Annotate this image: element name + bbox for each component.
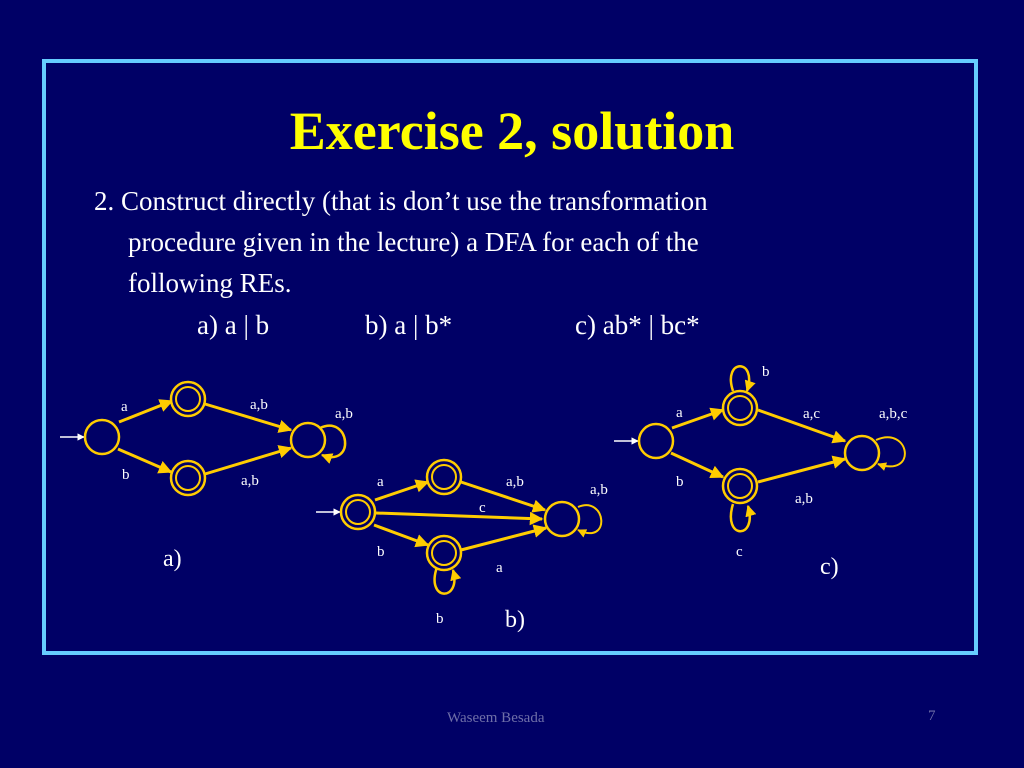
- slide-title: Exercise 2, solution: [289, 101, 735, 161]
- state-sink: [845, 436, 879, 470]
- loop-bottom: [731, 504, 750, 531]
- caption-c: c): [820, 554, 839, 580]
- label-top-out: a,c: [803, 406, 821, 422]
- edge-start-to-sink: [376, 513, 542, 519]
- dfa-c: [614, 364, 908, 560]
- label-top-out: a,b: [506, 474, 524, 490]
- label-start-c: c: [479, 500, 486, 516]
- label-sink-loop: a,b: [590, 482, 608, 498]
- task-line-2: procedure given in the lecture) a DFA for each of the: [128, 227, 699, 257]
- label-start-a: a: [377, 474, 384, 490]
- loop-sink: [578, 505, 601, 533]
- dfa-b: [316, 460, 608, 627]
- label-bottom-loop: b: [436, 611, 444, 627]
- task-line-3: following REs.: [128, 268, 292, 298]
- edge-top-to-sink: [461, 482, 545, 510]
- label-start-a: a: [121, 399, 128, 415]
- edge-start-to-bottom: [374, 525, 428, 545]
- edge-bottom-to-sink: [758, 459, 845, 482]
- label-bottom-out: a,b: [795, 491, 813, 507]
- state-start: [639, 424, 673, 458]
- task-line-1: 2. Construct directly (that is don’t use the transformation: [94, 186, 708, 216]
- footer-author: Waseem Besada: [447, 710, 545, 726]
- label-start-b: b: [676, 474, 684, 490]
- label-bottom-loop: c: [736, 544, 743, 560]
- edge-bottom-to-sink: [205, 448, 291, 474]
- dfa-a: [60, 382, 353, 495]
- label-bottom-out: a,b: [241, 473, 259, 489]
- page-number: 7: [928, 708, 936, 724]
- subpart-c: c) ab* | bc*: [575, 310, 700, 340]
- caption-a: a): [163, 546, 182, 572]
- edge-top-to-sink: [205, 404, 291, 430]
- label-top-out: a,b: [250, 397, 268, 413]
- label-start-b: b: [122, 467, 130, 483]
- subpart-b: b) a | b*: [365, 310, 453, 340]
- label-top-loop: b: [762, 364, 770, 380]
- caption-b: b): [505, 607, 525, 633]
- label-start-b: b: [377, 544, 385, 560]
- edge-top-to-sink: [758, 410, 845, 441]
- state-start: [85, 420, 119, 454]
- label-sink-loop: a,b,c: [879, 406, 908, 422]
- label-sink-loop: a,b: [335, 406, 353, 422]
- state-sink: [545, 502, 579, 536]
- subpart-a: a) a | b: [197, 310, 270, 340]
- label-bottom-out: a: [496, 560, 503, 576]
- loop-sink: [876, 437, 905, 466]
- edge-bottom-to-sink: [461, 528, 546, 550]
- label-start-a: a: [676, 405, 683, 421]
- loop-top: [731, 366, 749, 391]
- state-sink: [291, 423, 325, 457]
